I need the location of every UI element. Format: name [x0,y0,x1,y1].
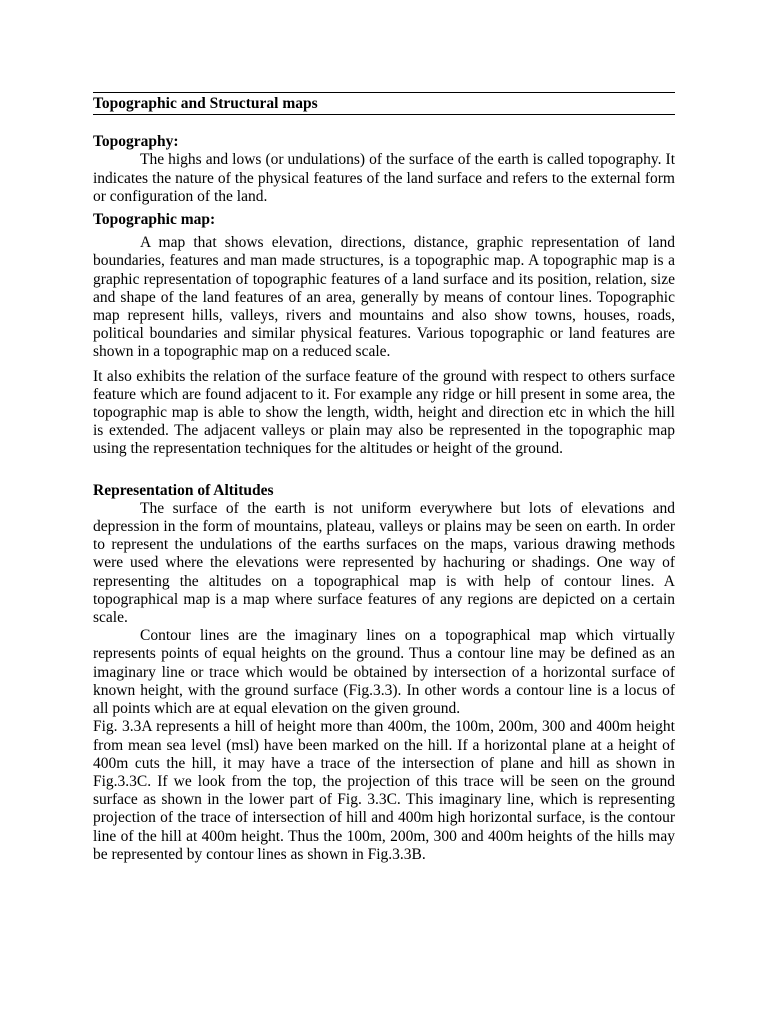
paragraph-altitudes-2: Contour lines are the imaginary lines on a topographical map which virtually represents points of equal heights on the ground. Thus a contour line may be defined as an imaginary line or trace which would be obtained by intersection of a horizontal surface of known height, with the ground surface (Fig.3.3). In other words a contour line is a locus of all points which are at equal elevation on the given ground. [93,627,675,718]
document-page [93,92,675,864]
paragraph-topographic-map-2: It also exhibits the relation of the surface feature of the ground with respect to others surface feature which are found adjacent to it. For example any ridge or hill present in some area, the topographic map is able to show the length, width, height and direction etc in which the hill is extended. The adjacent valleys or plain may also be represented in the topographic map using the representation techniques for the altitudes or height of the ground. [93,367,675,458]
page-header-title: Topographic and Structural maps [93,92,675,115]
heading-representation-of-altitudes: Representation of Altitudes [93,481,274,499]
heading-topography: Topography: [93,133,179,151]
paragraph-altitudes-1: The surface of the earth is not uniform everywhere but lots of elevations and depression in the form of mountains, plateau, valleys or plains may be seen on earth. In order to represent the undulations of the earths surfaces on the maps, various drawing methods were used where the elevations were represented by hachuring or shadings. One way of representing the altitudes on a topographical map is with help of contour lines. A topographical map is a map where surface features of any regions are depicted on a certain scale. [93,499,675,627]
paragraph-altitudes-3: Fig. 3.3A represents a hill of height more than 400m, the 100m, 200m, 300 and 400m height from mean sea level (msl) have been marked on the hill. If a horizontal plane at a height of 400m cuts the hill, it may have a trace of the intersection of plane and hill as shown in Fig.3.3C. If we look from the top, the projection of this trace will be seen on the ground surface as shown in the lower part of Fig. 3.3C. This imaginary line, which is representing projection of the trace of intersection of hill and 400m high horizontal surface, is the contour line of the hill at 400m height. Thus the 100m, 200m, 300 and 400m heights of the hills may be represented by contour lines as shown in Fig.3.3B. [93,718,675,863]
heading-topographic-map: Topographic map: [93,211,216,229]
paragraph-topographic-map-1: A map that shows elevation, directions, distance, graphic representation of land boundaries, features and man made structures, is a topographic map. A topographic map is a graphic representation of topographic features of a land surface and its position, relation, size and shape of the land features of an area, generally by means of contour lines. Topographic map represent hills, valleys, rivers and mountains and also show towns, houses, roads, political boundaries and similar physical features. Various topographic or land features are shown in a topographic map on a reduced scale. [93,234,675,361]
paragraph-topography: The highs and lows (or undulations) of the surface of the earth is called topography. It indicates the nature of the physical features of the land surface and refers to the external form or configuration of the land. [93,151,675,205]
